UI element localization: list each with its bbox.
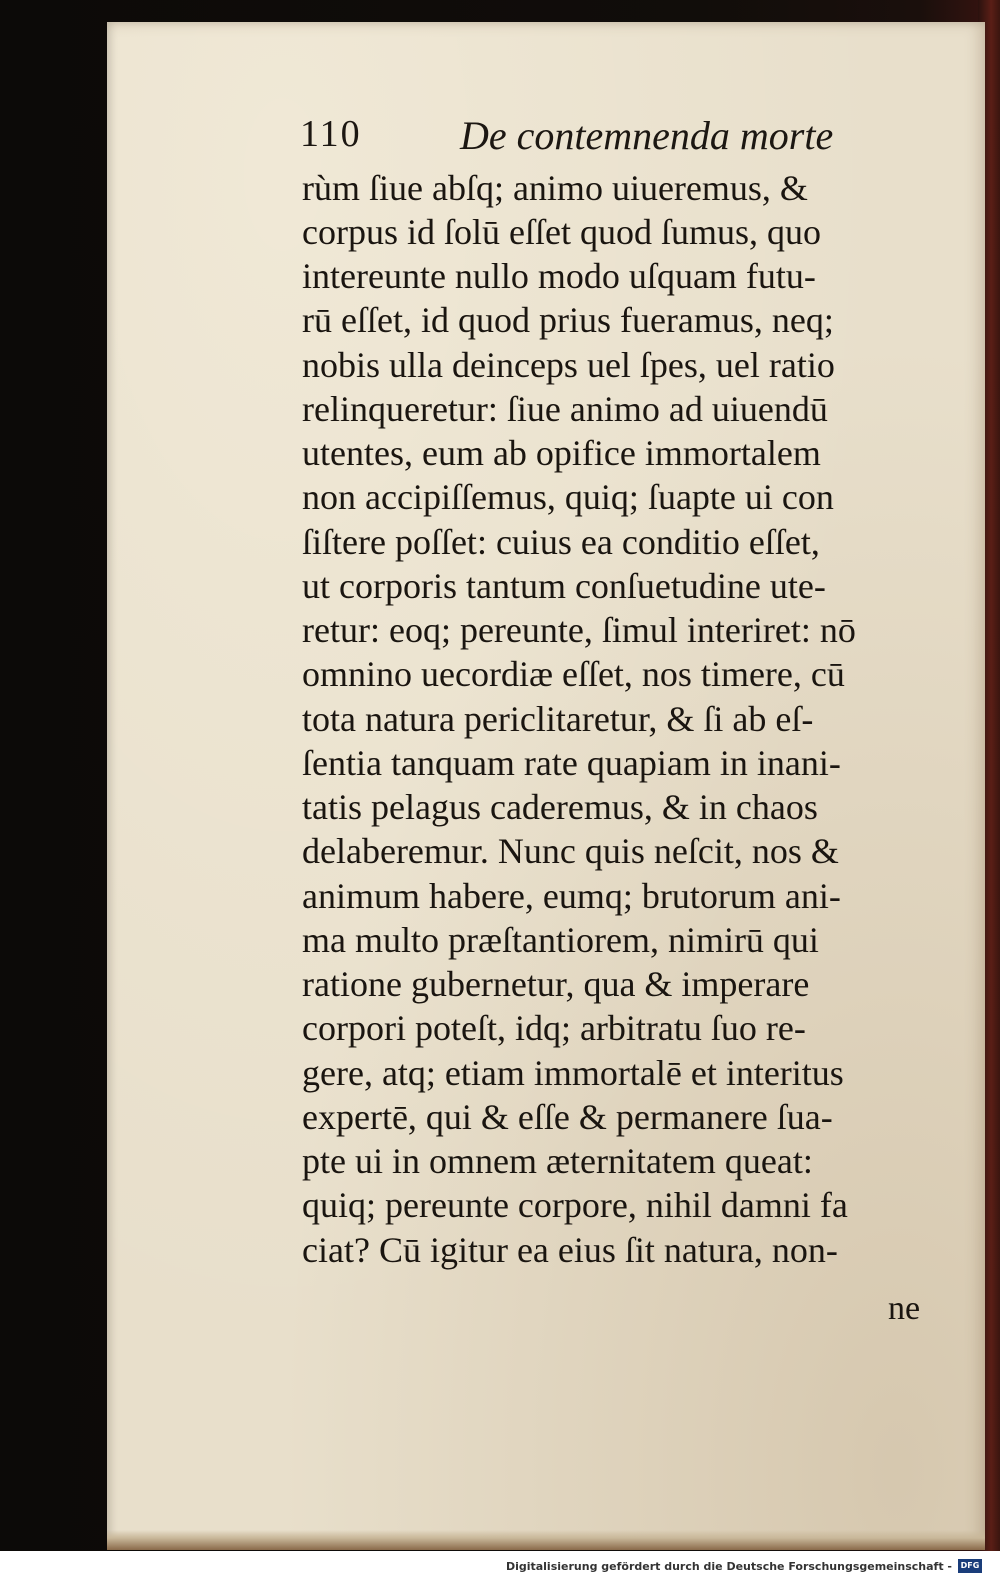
text-block — [302, 166, 942, 1296]
text-line: ciat? Cū igitur ea eius ſit natura, non- — [302, 1230, 838, 1270]
text-line: tatis pelagus caderemus, & in chaos — [302, 787, 818, 827]
text-line: ut corporis tantum conſuetudine ute- — [302, 566, 826, 606]
text-line: utentes, eum ab opifice immortalem — [302, 433, 821, 473]
text-line: tota natura periclitaretur, & ſi ab eſ- — [302, 699, 814, 739]
text-line: ſiſtere poſſet: cuius ea conditio eſſet, — [302, 522, 820, 562]
text-line: rùm ſiue abſq; animo uiueremus, & — [302, 168, 808, 208]
text-line: pte ui in omnem æternitatem queat: — [302, 1141, 813, 1181]
text-line: rū eſſet, id quod prius fueramus, neq; — [302, 300, 834, 340]
text-line: omnino uecordiæ eſſet, nos timere, cū — [302, 654, 845, 694]
text-line: relinqueretur: ſiue animo ad uiuendū — [302, 389, 828, 429]
text-line: corpus id ſolū eſſet quod ſumus, quo — [302, 212, 821, 252]
digitization-footer — [0, 1551, 1000, 1589]
text-line: retur: eoq; pereunte, ſimul interiret: nō — [302, 610, 856, 650]
text-line: non accipiſſemus, quiq; ſuapte ui con — [302, 477, 834, 517]
text-line: corpori poteſt, idq; arbitratu ſuo re- — [302, 1008, 806, 1048]
text-line: nobis ulla deinceps uel ſpes, uel ratio — [302, 345, 835, 385]
dfg-logo-icon: DFG — [958, 1559, 982, 1573]
text-line: gere, atq; etiam immortalē et interitus — [302, 1053, 844, 1093]
text-line: ma multo præſtantiorem, nimirū qui — [302, 920, 819, 960]
text-line: quiq; pereunte corpore, nihil damni fa — [302, 1185, 848, 1225]
catchword: ne — [888, 1290, 921, 1327]
running-title: De contemnenda morte — [460, 113, 834, 158]
text-line: expertē, qui & eſſe & permanere ſua- — [302, 1097, 833, 1137]
page-bottom-edge — [107, 1530, 985, 1550]
text-line: ſentia tanquam rate quapiam in inani- — [302, 743, 841, 783]
text-line: delaberemur. Nunc quis neſcit, nos & — [302, 831, 839, 871]
funding-credit: Digitalisierung gefördert durch die Deutsche Forschungsgemeinschaft - — [505, 1560, 952, 1573]
text-line: animum habere, eumq; brutorum ani- — [302, 876, 841, 916]
text-line: ratione gubernetur, qua & imperare — [302, 964, 810, 1004]
running-head — [300, 112, 940, 164]
page-number: 110 — [300, 113, 362, 155]
text-line: intereunte nullo modo uſquam futu- — [302, 256, 816, 296]
